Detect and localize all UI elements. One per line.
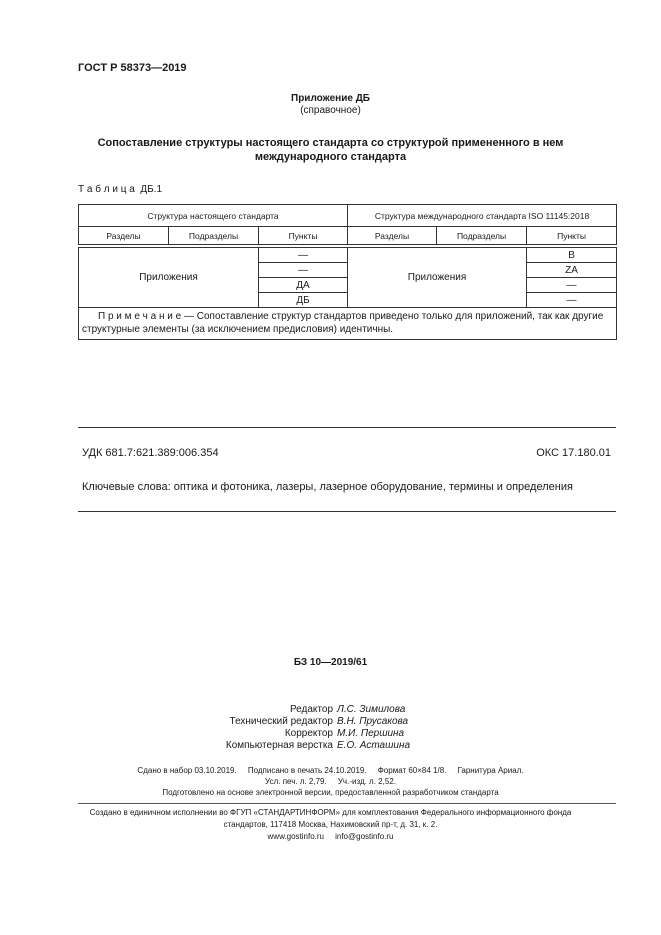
credit-role: Технический редактор xyxy=(229,716,333,727)
right-item-cell: — xyxy=(527,293,617,308)
annex-heading xyxy=(0,136,661,164)
keywords: Ключевые слова: оптика и фотоника, лазеры, лазерное оборудование, термины и определения xyxy=(82,481,573,493)
footer-contacts: www.gostinfo.ru info@gostinfo.ru xyxy=(267,832,394,841)
comparison-table xyxy=(78,204,617,340)
left-item-cell: — xyxy=(259,263,348,278)
table-label: Т а б л и ц а ДБ.1 xyxy=(78,184,163,195)
footer-line2: стандартов, 117418 Москва, Нахимовский пр-т, д. 31, к. 2. xyxy=(223,820,438,829)
footer-divider xyxy=(78,803,616,804)
divider-top xyxy=(78,427,616,428)
column-header: Разделы xyxy=(348,227,437,245)
bz-number: БЗ 10—2019/61 xyxy=(293,657,368,668)
left-item-cell: — xyxy=(259,248,348,263)
left-item-cell: ДБ xyxy=(259,293,348,308)
footer-line1: Создано в единичном исполнении во ФГУП «СТАНДАРТИНФОРМ» для комплектования Федерального информационного фонда xyxy=(89,808,572,817)
column-header: Разделы xyxy=(79,227,169,245)
right-section-cell: Приложения xyxy=(348,248,527,308)
left-group-header: Структура настоящего стандарта xyxy=(79,205,348,227)
credit-name: Е.О. Асташина xyxy=(337,740,411,751)
table-note xyxy=(79,308,617,340)
column-header: Пункты xyxy=(527,227,617,245)
credit-role: Компьютерная верстка xyxy=(225,740,333,751)
credit-name: Л.С. Зимилова xyxy=(337,704,406,715)
annex-title: Приложение ДБ xyxy=(291,93,370,104)
column-header: Подразделы xyxy=(169,227,259,245)
right-item-cell: ZA xyxy=(527,263,617,278)
note-label: П р и м е ч а н и е xyxy=(98,311,182,322)
credit-role: Корректор xyxy=(284,728,333,739)
imprint-line3: Подготовлено на основе электронной версии, предоставленной разработчиком стандарта xyxy=(162,788,499,797)
note-text-continued: структурные элементы (за исключением предисловия) идентичны. xyxy=(82,324,394,335)
column-header: Пункты xyxy=(259,227,348,245)
credit-name: М.И. Першина xyxy=(337,728,405,739)
right-item-cell: B xyxy=(527,248,617,263)
divider-bottom xyxy=(78,511,616,512)
left-item-cell: ДА xyxy=(259,278,348,293)
credit-row xyxy=(0,740,661,753)
annex-heading-line2: международного стандарта xyxy=(254,151,407,163)
right-group-header: Структура международного стандарта ISO 11145:2018 xyxy=(348,205,617,227)
annex-heading-line1: Сопоставление структуры настоящего стандарта со структурой примененного в нем xyxy=(97,137,564,149)
udk-code: УДК 681.7:621.389:006.354 xyxy=(82,447,219,459)
note-text: — Сопоставление структур стандартов приведено только для приложений, так как другие xyxy=(181,311,604,322)
right-item-cell: — xyxy=(527,278,617,293)
imprint-line1: Сдано в набор 03.10.2019. Подписано в печать 24.10.2019. Формат 60×84 1/8. Гарнитура Ариал. xyxy=(137,766,524,775)
column-header: Подразделы xyxy=(437,227,527,245)
annex-subtitle: (справочное) xyxy=(300,105,361,116)
credits-block xyxy=(0,704,661,764)
credit-name: В.Н. Прусакова xyxy=(337,716,409,727)
credit-role: Редактор xyxy=(289,704,333,715)
oks-code: ОКС 17.180.01 xyxy=(536,447,611,459)
left-section-cell: Приложения xyxy=(79,248,259,308)
imprint-line2: Усл. печ. л. 2,79. Уч.-изд. л. 2,52. xyxy=(265,777,396,786)
document-code: ГОСТ Р 58373—2019 xyxy=(78,62,187,74)
